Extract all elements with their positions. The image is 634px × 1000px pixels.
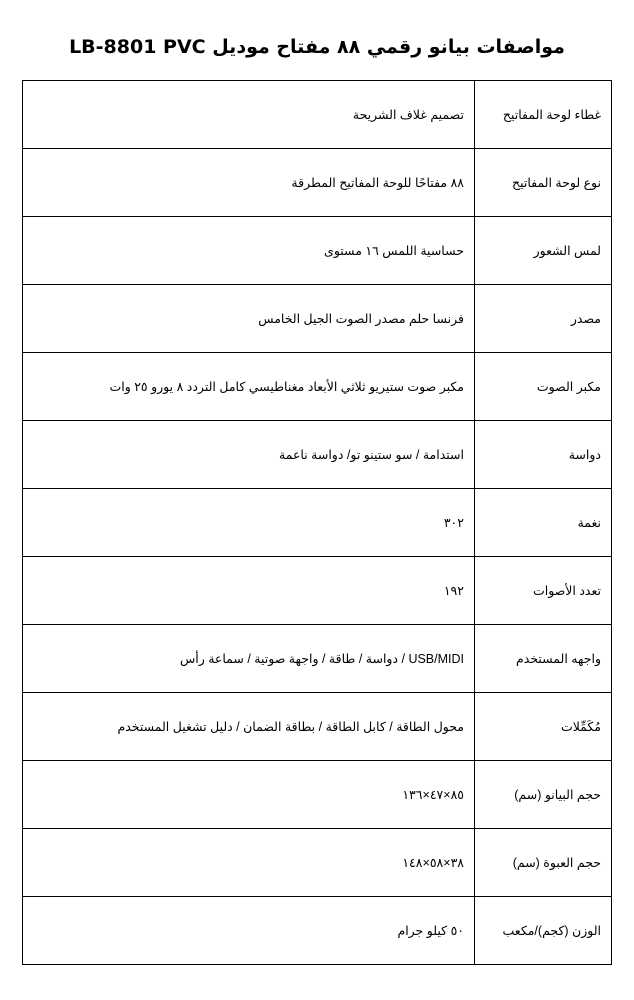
table-row <box>23 625 612 693</box>
spec-value: ٣٠٢ <box>23 489 475 557</box>
spec-label: غطاء لوحة المفاتيح <box>475 81 612 149</box>
spec-value: ٥٠ كيلو جرام <box>23 897 475 965</box>
spec-value: تصميم غلاف الشريحة <box>23 81 475 149</box>
spec-value: ١٩٢ <box>23 557 475 625</box>
table-row <box>23 81 612 149</box>
spec-label: مُكَمِّلات <box>475 693 612 761</box>
spec-label: واجهه المستخدم <box>475 625 612 693</box>
spec-value: مكبر صوت ستيريو ثلاثي الأبعاد مغناطيسي كامل التردد ٨ يورو ٢٥ وات <box>23 353 475 421</box>
spec-label: مصدر <box>475 285 612 353</box>
spec-value: استدامة / سو ستينو تو/ دواسة ناعمة <box>23 421 475 489</box>
spec-value: ٣٨×٥٨×١٤٨ <box>23 829 475 897</box>
spec-label: نغمة <box>475 489 612 557</box>
spec-label: حجم العبوة (سم) <box>475 829 612 897</box>
spec-label: حجم البيانو (سم) <box>475 761 612 829</box>
table-row <box>23 353 612 421</box>
spec-value: ٨٥×٤٧×١٣٦ <box>23 761 475 829</box>
table-row <box>23 897 612 965</box>
spec-label: دواسة <box>475 421 612 489</box>
table-row <box>23 829 612 897</box>
table-row <box>23 557 612 625</box>
spec-value: حساسية اللمس ١٦ مستوى <box>23 217 475 285</box>
spec-value: ٨٨ مفتاحًا للوحة المفاتيح المطرقة <box>23 149 475 217</box>
specifications-table <box>22 80 612 965</box>
table-row <box>23 489 612 557</box>
table-row <box>23 217 612 285</box>
table-row <box>23 149 612 217</box>
table-row <box>23 761 612 829</box>
spec-value: فرنسا حلم مصدر الصوت الجيل الخامس <box>23 285 475 353</box>
page-title: مواصفات بيانو رقمي ٨٨ مفتاح موديل LB-8801 PVC <box>69 36 565 58</box>
spec-value: USB/MIDI / دواسة / طاقة / واجهة صوتية / سماعة رأس <box>23 625 475 693</box>
spec-label: مكبر الصوت <box>475 353 612 421</box>
table-row <box>23 421 612 489</box>
spec-label: الوزن (كجم)/مكعب <box>475 897 612 965</box>
table-row <box>23 285 612 353</box>
spec-label: لمس الشعور <box>475 217 612 285</box>
table-row <box>23 693 612 761</box>
spec-label: نوع لوحة المفاتيح <box>475 149 612 217</box>
spec-value: محول الطاقة / كابل الطاقة / بطاقة الضمان / دليل تشغيل المستخدم <box>23 693 475 761</box>
spec-label: تعدد الأصوات <box>475 557 612 625</box>
